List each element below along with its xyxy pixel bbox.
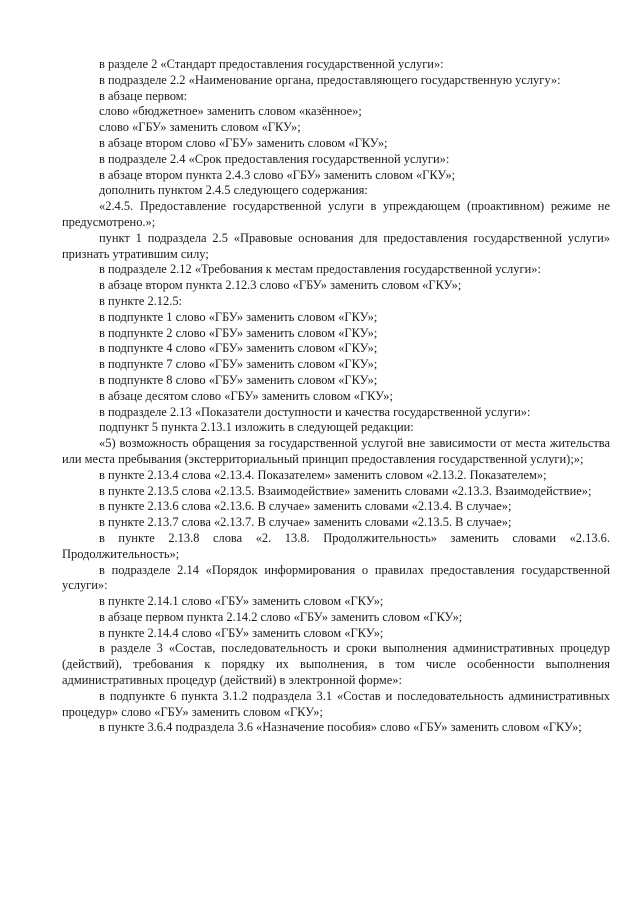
document-paragraph: в пункте 2.13.6 слова «2.13.6. В случае» заменить словами «2.13.4. В случае»; <box>99 499 512 514</box>
document-paragraph: в пункте 2.14.1 слово «ГБУ» заменить словом «ГКУ»; <box>99 594 384 609</box>
document-paragraph: в подразделе 2.4 «Срок предоставления государственной услуги»: <box>99 151 450 166</box>
document-paragraph: в абзаце первом: <box>99 88 188 103</box>
document-paragraph: в пункте 2.14.4 слово «ГБУ» заменить словом «ГКУ»; <box>99 625 384 640</box>
document-paragraph: в разделе 3 «Состав, последовательность и сроки выполнения административных процедур (действий), требования к порядку их выполнения, в том числе особенности выполнения административных процедур (действий) в электронной форме»: <box>62 641 610 688</box>
document-paragraph: слово «бюджетное» заменить словом «казённое»; <box>99 104 362 119</box>
document-paragraph: «2.4.5. Предоставление государственной услуги в упреждающем (проактивном) режиме не предусмотрено.»; <box>62 199 610 229</box>
document-paragraph: в пункте 2.13.8 слова «2. 13.8. Продолжительность» заменить словами «2.13.6. Продолжительность»; <box>62 530 610 561</box>
document-paragraph: в подпункте 6 пункта 3.1.2 подраздела 3.1 «Состав и последовательность административных процедур» слово «ГБУ» заменить словом «ГКУ»; <box>62 688 610 719</box>
document-paragraph: в пункте 2.13.4 слова «2.13.4. Показателем» заменить словом «2.13.2. Показателем»; <box>99 467 547 482</box>
document-paragraph: в подразделе 2.14 «Порядок информирования о правилах предоставления государственной услуги»: <box>62 562 610 593</box>
document-paragraph: в абзаце втором слово «ГБУ» заменить словом «ГКУ»; <box>99 135 388 150</box>
document-paragraph: в абзаце первом пункта 2.14.2 слово «ГБУ» заменить словом «ГКУ»; <box>99 609 463 624</box>
document-paragraph: в пункте 2.13.5 слова «2.13.5. Взаимодействие» заменить словами «2.13.3. Взаимодействие»; <box>99 483 592 498</box>
document-paragraph: в абзаце втором пункта 2.4.3 слово «ГБУ» заменить словом «ГКУ»; <box>99 167 456 182</box>
document-paragraph: подпункт 5 пункта 2.13.1 изложить в следующей редакции: <box>99 420 414 435</box>
document-paragraph: в подпункте 1 слово «ГБУ» заменить словом «ГКУ»; <box>99 309 378 324</box>
document-paragraph: в подпункте 2 слово «ГБУ» заменить словом «ГКУ»; <box>99 325 378 340</box>
document-paragraph: в подразделе 2.13 «Показатели доступности и качества государственной услуги»: <box>99 404 531 419</box>
document-paragraph: пункт 1 подраздела 2.5 «Правовые основания для предоставления государственной услуги» признать утратившим силу; <box>62 230 610 261</box>
document-paragraph: в подпункте 4 слово «ГБУ» заменить словом «ГКУ»; <box>99 341 378 356</box>
document-paragraph: в абзаце десятом слово «ГБУ» заменить словом «ГКУ»; <box>99 388 393 403</box>
document-paragraph: в пункте 3.6.4 подраздела 3.6 «Назначение пособия» слово «ГБУ» заменить словом «ГКУ»; <box>99 720 582 735</box>
document-paragraph: в абзаце втором пункта 2.12.3 слово «ГБУ» заменить словом «ГКУ»; <box>99 278 462 293</box>
document-page <box>62 57 610 736</box>
document-paragraph: в подразделе 2.12 «Требования к местам предоставления государственной услуги»: <box>99 262 541 277</box>
document-paragraph: в подпункте 8 слово «ГБУ» заменить словом «ГКУ»; <box>99 372 378 387</box>
document-paragraph: «5) возможность обращения за государственной услугой вне зависимости от места жительства или места пребывания (экстерриториальный принцип предоставления государственной услуги);»; <box>62 436 610 466</box>
document-paragraph: слово «ГБУ» заменить словом «ГКУ»; <box>99 120 301 135</box>
document-paragraph: в разделе 2 «Стандарт предоставления государственной услуги»: <box>99 57 444 71</box>
document-paragraph: в пункте 2.13.7 слова «2.13.7. В случае» заменить словами «2.13.5. В случае»; <box>99 515 512 530</box>
document-paragraph: в подпункте 7 слово «ГБУ» заменить словом «ГКУ»; <box>99 357 378 372</box>
document-paragraph: в подразделе 2.2 «Наименование органа, предоставляющего государственную услугу»: <box>99 72 561 87</box>
document-paragraph: дополнить пунктом 2.4.5 следующего содержания: <box>99 183 368 198</box>
document-paragraph: в пункте 2.12.5: <box>99 293 183 308</box>
